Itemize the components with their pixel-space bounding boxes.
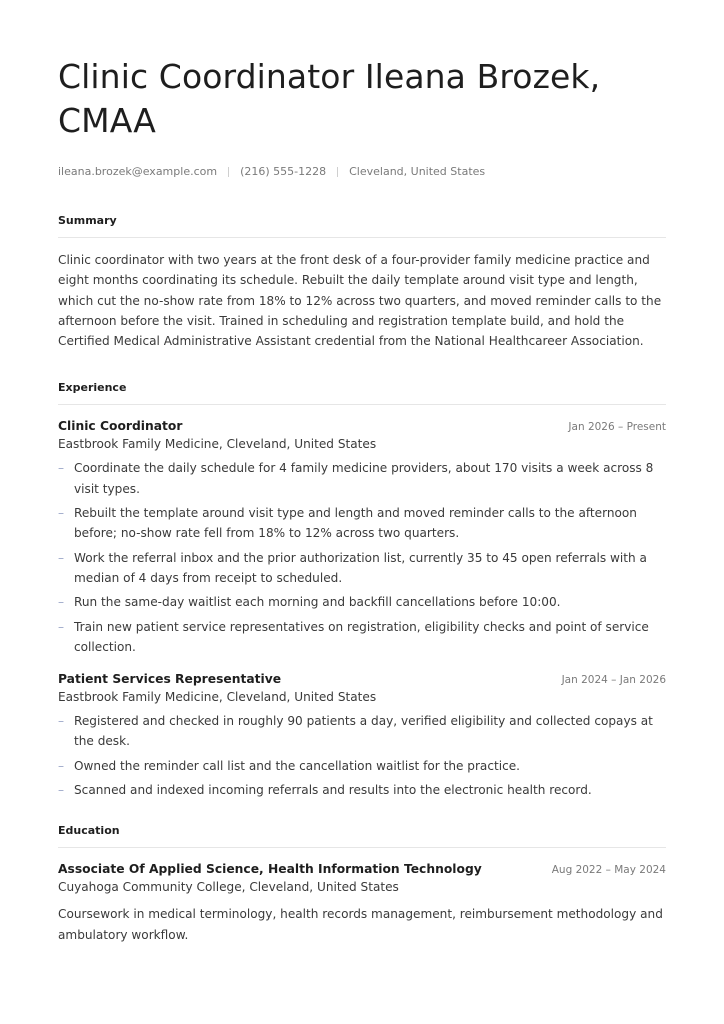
candidate-name: Clinic Coordinator Ileana Brozek, CMAA bbox=[58, 57, 601, 140]
dash-icon: – bbox=[58, 783, 65, 798]
bullet-text: Run the same-day waitlist each morning and backfill cancellations before 10:00. bbox=[74, 595, 561, 610]
dash-icon: – bbox=[58, 550, 65, 565]
dash-icon: – bbox=[58, 758, 65, 773]
bullet-item bbox=[58, 780, 666, 800]
education-section bbox=[58, 824, 666, 945]
job-entry bbox=[58, 419, 666, 657]
bullet-text: Registered and checked in roughly 90 patients a day, verified eligibility and collected copays at the desk. bbox=[74, 714, 653, 749]
job-bullets bbox=[58, 711, 666, 800]
summary-section bbox=[58, 214, 666, 351]
section-title-education: Education bbox=[58, 824, 666, 848]
section-title-summary: Summary bbox=[58, 214, 666, 238]
contact-line bbox=[58, 165, 666, 178]
bullet-text: Work the referral inbox and the prior authorization list, currently 35 to 45 open referrals with a median of 4 days from receipt to scheduled. bbox=[74, 550, 647, 585]
bullet-text: Coordinate the daily schedule for 4 family medicine providers, about 170 visits a week across 8 visit types. bbox=[74, 461, 654, 496]
education-header bbox=[58, 862, 666, 876]
bullet-item bbox=[58, 711, 666, 752]
job-entry bbox=[58, 672, 666, 800]
education-description: Coursework in medical terminology, health records management, reimbursement methodology and ambulatory workflow. bbox=[58, 907, 663, 942]
contact-location: Cleveland, United States bbox=[349, 165, 486, 178]
contact-email: ileana.brozek@example.com bbox=[58, 165, 218, 178]
summary-text: Clinic coordinator with two years at the front desk of a four-provider family medicine practice and eight months coordinating its schedule. Rebuilt the daily template around visit type and length, which cut the no-show rate from 18% to 12% across two quarters, and moved reminder calls to the afternoon before the visit. Trained in scheduling and registration template build, and hold the Certified Medical Administrative Assistant credential from the National Healthcareer Association. bbox=[58, 253, 662, 349]
job-title: Patient Services Representative bbox=[58, 672, 282, 687]
bullet-text: Scanned and indexed incoming referrals and results into the electronic health record. bbox=[74, 783, 592, 798]
school-name: Cuyahoga Community College, Cleveland, United States bbox=[58, 880, 399, 895]
bullet-item bbox=[58, 548, 666, 589]
job-header bbox=[58, 672, 666, 686]
degree-title: Associate Of Applied Science, Health Information Technology bbox=[58, 862, 482, 877]
dash-icon: – bbox=[58, 619, 65, 634]
job-organization: Eastbrook Family Medicine, Cleveland, United States bbox=[58, 437, 377, 452]
dash-icon: – bbox=[58, 461, 65, 476]
bullet-item bbox=[58, 617, 666, 658]
job-header bbox=[58, 419, 666, 433]
job-organization: Eastbrook Family Medicine, Cleveland, United States bbox=[58, 690, 377, 705]
contact-separator bbox=[337, 167, 338, 177]
section-title-experience: Experience bbox=[58, 381, 666, 405]
bullet-text: Owned the reminder call list and the cancellation waitlist for the practice. bbox=[74, 758, 521, 773]
job-dates: Jan 2026 – Present bbox=[568, 421, 666, 434]
education-dates: Aug 2022 – May 2024 bbox=[551, 864, 666, 877]
contact-phone: (216) 555-1228 bbox=[240, 165, 327, 178]
bullet-text: Rebuilt the template around visit type and length and moved reminder calls to the afternoon before; no-show rate fell from 18% to 12% across two quarters. bbox=[74, 506, 637, 541]
contact-separator bbox=[228, 167, 229, 177]
dash-icon: – bbox=[58, 714, 65, 729]
job-bullets bbox=[58, 458, 666, 657]
education-entry bbox=[58, 862, 666, 945]
bullet-item bbox=[58, 592, 666, 612]
dash-icon: – bbox=[58, 595, 65, 610]
bullet-item bbox=[58, 503, 666, 544]
experience-section bbox=[58, 381, 666, 800]
job-dates: Jan 2024 – Jan 2026 bbox=[561, 674, 666, 687]
bullet-item bbox=[58, 458, 666, 499]
job-title: Clinic Coordinator bbox=[58, 419, 183, 434]
dash-icon: – bbox=[58, 506, 65, 521]
bullet-text: Train new patient service representatives on registration, eligibility checks and point of service collection. bbox=[74, 619, 649, 654]
bullet-item bbox=[58, 756, 666, 776]
